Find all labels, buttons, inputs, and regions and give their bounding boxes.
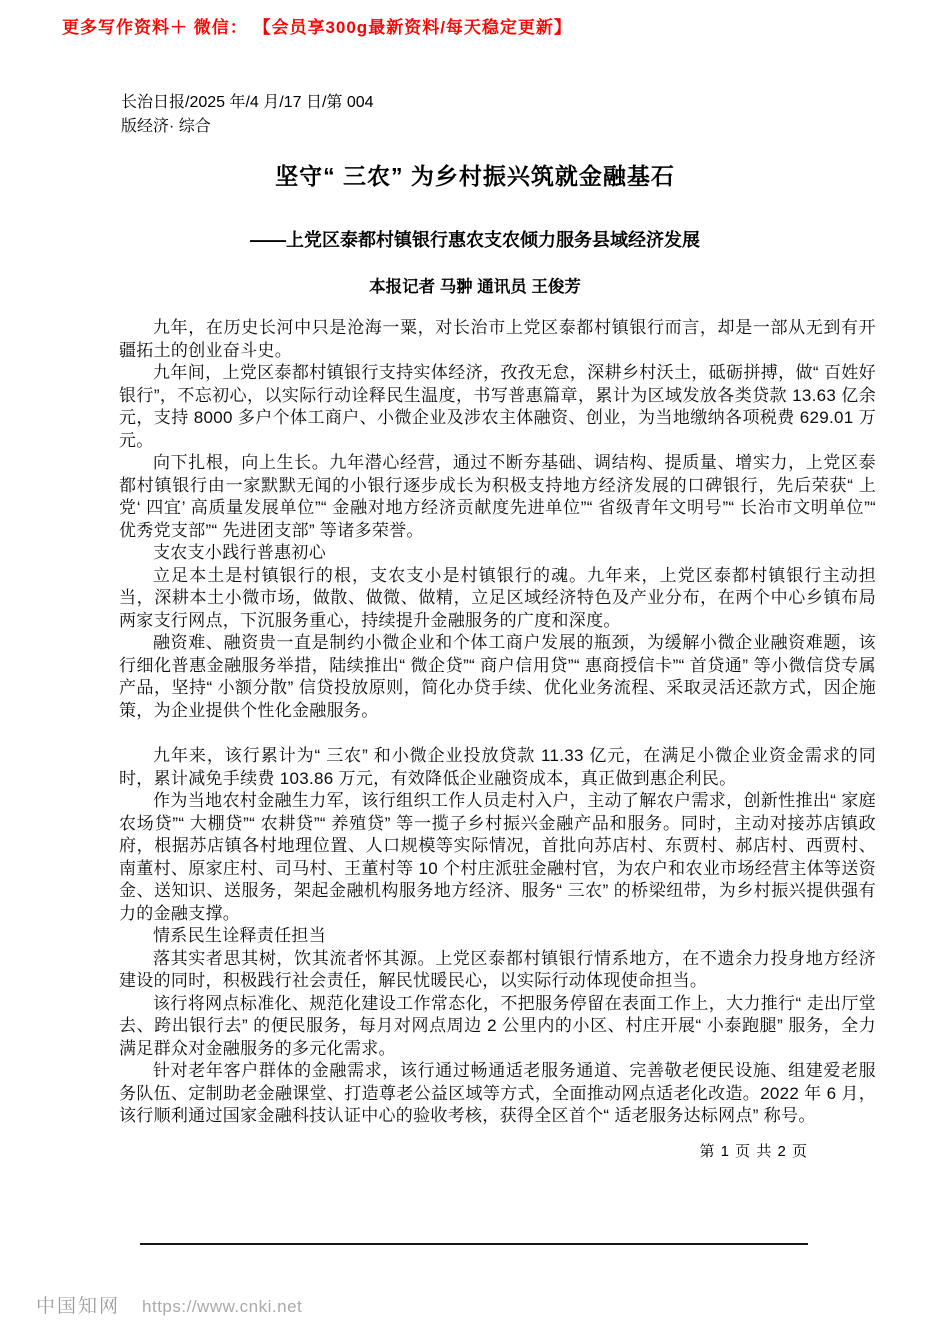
paragraph: 九年间，上党区泰都村镇银行支持实体经济，孜孜无怠，深耕乡村沃土，砥砺拼搏，做“ 百姓好银行”，不忘初心，以实际行动诠释民生温度，书写普惠篇章，累计为区域发放各类贷款 13.63 亿余元，支持 8000 多户个体工商户、小微企业及涉农主体融资、创业，为当地缴纳各项税费 629.01 万元。 <box>119 363 876 450</box>
source-info <box>121 91 374 139</box>
paragraph: 落其实者思其树，饮其流者怀其源。上党区泰都村镇银行情系地方，在不遗余力投身地方经济建设的同时，积极践行社会责任，解民忧暖民心，以实际行动体现使命担当。 <box>119 948 876 990</box>
paragraph: 融资难、融资贵一直是制约小微企业和个体工商户发展的瓶颈，为缓解小微企业融资难题，该行细化普惠金融服务举措，陆续推出“ 微企贷”“ 商户信用贷”“ 惠商授信卡”“ 首贷通” 等小微信贷专属产品，坚持“ 小额分散” 信贷投放原则，简化办贷手续、优化业务流程、采取灵活还款方式，因企施策，为企业提供个性化金融服务。 <box>119 633 876 720</box>
source-line-1: 长治日报/2025 年/4 月/17 日/第 004 <box>121 94 374 111</box>
section-heading: 支农支小践行普惠初心 <box>153 543 326 562</box>
article-byline: 本报记者 马翀 通讯员 王俊芳 <box>369 278 581 296</box>
cnki-logo-text: 中国知网 <box>36 1296 121 1317</box>
article-body <box>119 317 876 1128</box>
footer-divider-line <box>140 1243 808 1245</box>
paragraph: 作为当地农村金融生力军，该行组织工作人员走村入户，主动了解农户需求，创新性推出“ 家庭农场贷”“ 大棚贷”“ 农耕贷”“ 养殖贷” 等一揽子乡村振兴金融产品和服务。同时，主动对接苏店镇政府，根据苏店镇各村地理位置、人口规模等实际情况，首批向苏店村、东贾村、郝店村、西贾村、南董村、原家庄村、司马村、王董村等 10 个村庄派驻金融村官，为农户和农业市场经营主体等送资金、送知识、送服务，架起金融机构服务地方经济、服务“ 三农” 的桥梁纽带，为乡村振兴提供强有力的金融支撑。 <box>119 791 876 923</box>
paragraph: 该行将网点标准化、规范化建设工作常态化，不把服务停留在表面工作上，大力推行“ 走出厅堂去、跨出银行去” 的便民服务，每月对网点周边 2 公里内的小区、村庄开展“ 小泰跑腿” 服务，全力满足群众对金融服务的多元化需求。 <box>119 993 876 1058</box>
source-line-2: 版经济· 综合 <box>121 118 211 135</box>
paragraph: 向下扎根，向上生长。九年潜心经营，通过不断夯基础、调结构、提质量、增实力，上党区泰都村镇银行由一家默默无闻的小银行逐步成长为积极支持地方经济发展的口碑银行，先后荣获“ 上党‘ 四宜’ 高质量发展单位”“ 金融对地方经济贡献度先进单位”“ 省级青年文明号”“ 长治市文明单位”“ 优秀党支部”“ 先进团支部” 等诸多荣誉。 <box>119 453 876 540</box>
promo-banner-text: 更多写作资料＋ 微信： 【会员享300g最新资料/每天稳定更新】 <box>62 18 572 37</box>
paragraph: 九年，在历史长河中只是沧海一粟，对长治市上党区泰都村镇银行而言，却是一部从无到有开疆拓土的创业奋斗史。 <box>119 318 876 360</box>
paragraph: 九年来，该行累计为“ 三农” 和小微企业投放贷款 11.33 亿元，在满足小微企业资金需求的同时，累计减免手续费 103.86 万元，有效降低企业融资成本，真正做到惠企利民。 <box>119 746 876 788</box>
article-title: 坚守“ 三农” 为乡村振兴筑就金融基石 <box>275 163 675 189</box>
paragraph: 针对老年客户群体的金融需求，该行通过畅通适老服务通道、完善敬老便民设施、组建爱老服务队伍、定制助老金融课堂、打造尊老公益区域等方式，全面推动网点适老化改造。2022 年 6 月，该行顺利通过国家金融科技认证中心的验收考核，获得全区首个“ 适老服务达标网点” 称号。 <box>119 1061 876 1125</box>
paragraph: 立足本土是村镇银行的根，支农支小是村镇银行的魂。九年来，上党区泰都村镇银行主动担当，深耕本土小微市场，做散、做微、做精，立足区域经济特色及产业分布，在两个中心乡镇布局两家支行网点，下沉服务重心，持续提升金融服务的广度和深度。 <box>119 565 876 630</box>
article-subtitle: ——上党区泰都村镇银行惠农支农倾力服务县域经济发展 <box>250 230 700 250</box>
page-number: 第 1 页 共 2 页 <box>699 1143 808 1160</box>
cnki-watermark <box>36 1291 302 1318</box>
section-heading: 情系民生诠释责任担当 <box>153 926 326 945</box>
cnki-url: https://www.cnki.net <box>142 1297 303 1316</box>
